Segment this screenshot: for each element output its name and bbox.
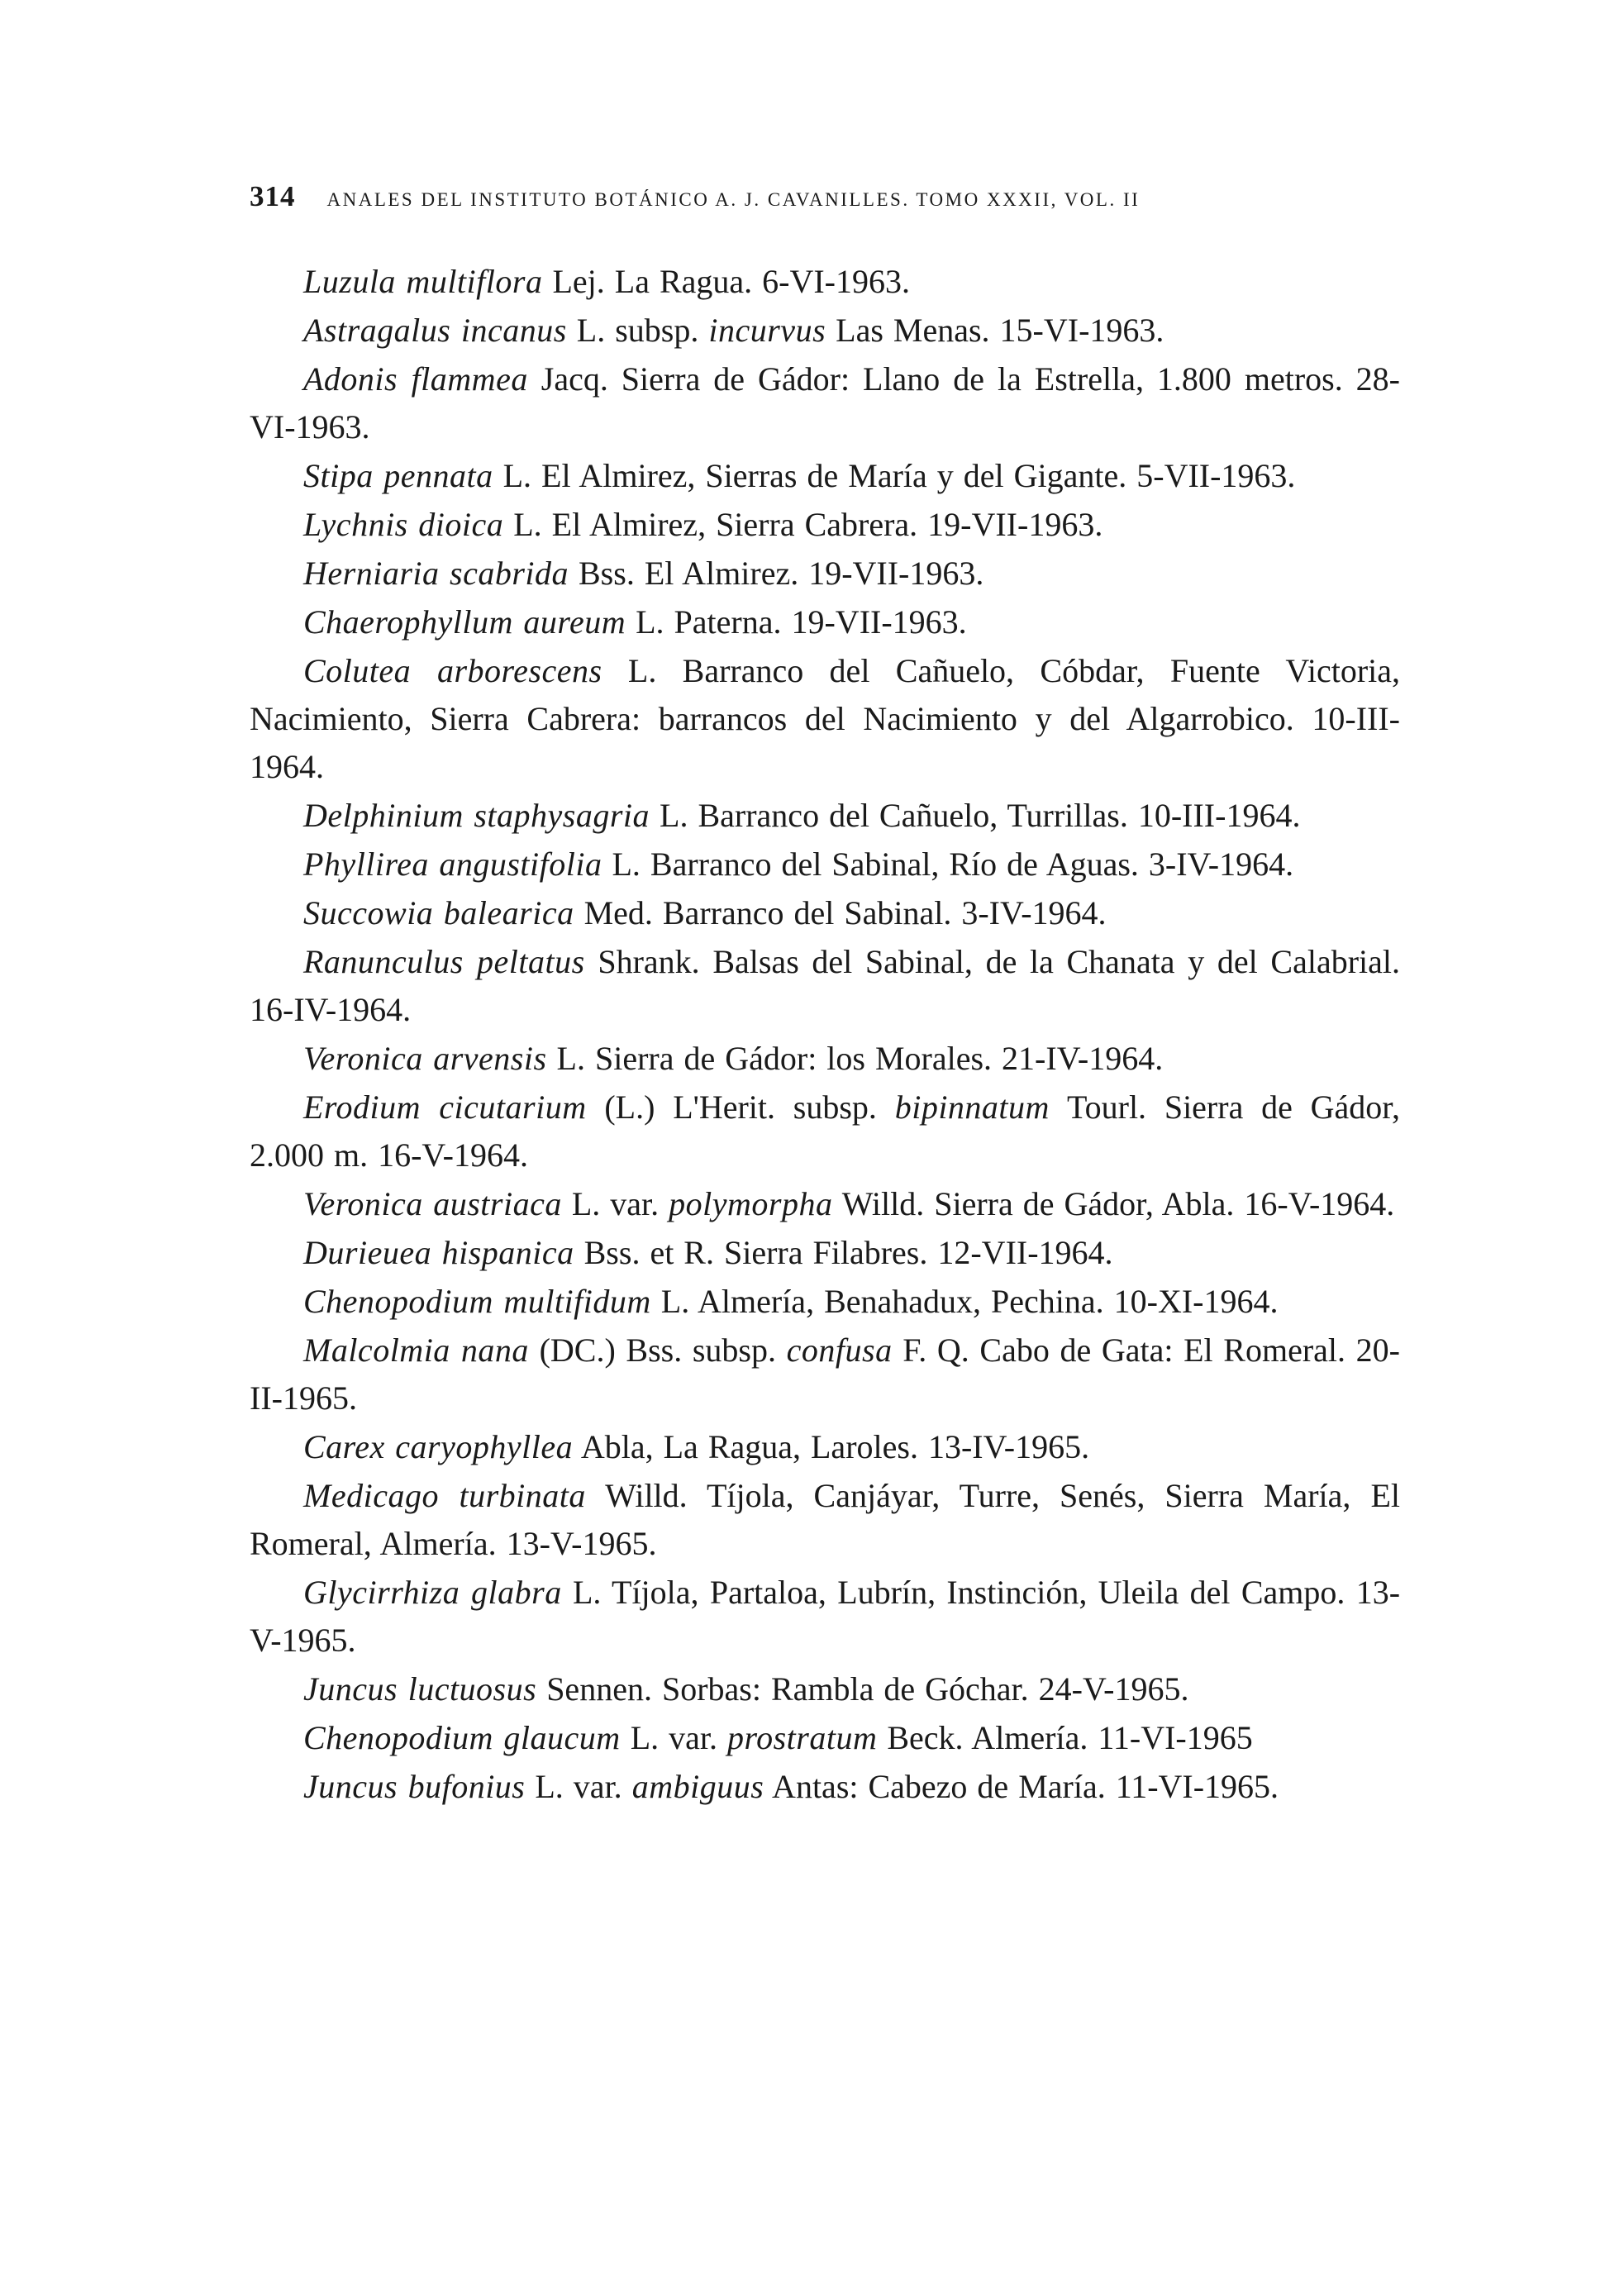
entry-text: L. var.: [525, 1768, 632, 1805]
species-name: Ranunculus peltatus: [303, 943, 585, 980]
entry-text: Sennen. Sorbas: Rambla de Góchar. 24-V-1965.: [536, 1670, 1189, 1708]
entry-text: Lej. La Ragua. 6-VI-1963.: [542, 263, 910, 300]
infraspecific-name: ambiguus: [631, 1768, 764, 1805]
species-name: Chenopodium multifidum: [303, 1283, 651, 1320]
entry-text: Antas: Cabezo de María. 11-VI-1965.: [764, 1768, 1279, 1805]
species-name: Veronica arvensis: [303, 1040, 547, 1077]
entry-text: L. Paterna. 19-VII-1963.: [626, 603, 967, 641]
species-entry: [250, 889, 1400, 937]
species-name: Malcolmia nana: [303, 1331, 529, 1369]
page-number: 314: [250, 180, 296, 212]
entry-text: L. Almería, Benahadux, Pechina. 10-XI-1964.: [650, 1283, 1279, 1320]
species-name: Chenopodium glaucum: [303, 1719, 621, 1756]
species-entry: [250, 1035, 1400, 1083]
entry-text: Willd. Tíjola, Canjáyar, Turre, Senés, Sierra María, El Romeral, Almería. 13-V-1965.: [250, 1477, 1400, 1562]
species-name: Glycirrhiza glabra: [303, 1574, 562, 1611]
entry-text: L. Sierra de Gádor: los Morales. 21-IV-1964.: [546, 1040, 1164, 1077]
species-entry: [250, 792, 1400, 840]
species-entry: [250, 1084, 1400, 1179]
species-entry: [250, 258, 1400, 306]
entry-text: L. Tíjola, Partaloa, Lubrín, Instinción, Uleila del Campo. 13-V-1965.: [250, 1574, 1401, 1659]
species-entry: [250, 1569, 1400, 1665]
infraspecific-name: bipinnatum: [894, 1088, 1050, 1126]
entry-text: L. El Almirez, Sierras de María y del Gigante. 5-VII-1963.: [493, 457, 1296, 494]
species-entry: [250, 1423, 1400, 1471]
entry-text: Abla, La Ragua, Laroles. 13-IV-1965.: [573, 1428, 1090, 1465]
species-entry: [250, 550, 1400, 598]
entry-text: (L.) L'Herit. subsp.: [586, 1088, 895, 1126]
species-entry: [250, 1180, 1400, 1228]
species-entry: [250, 355, 1400, 451]
species-name: Adonis flammea: [303, 360, 528, 398]
entry-text: L. var.: [561, 1185, 669, 1222]
species-entry: [250, 307, 1400, 355]
species-entry: [250, 1665, 1400, 1713]
species-entry: [250, 1472, 1400, 1568]
species-name: Phyllirea angustifolia: [303, 846, 602, 883]
species-entry: [250, 501, 1400, 549]
species-name: Veronica austriaca: [303, 1185, 562, 1222]
entry-text: F. Q. Cabo de Gata: El Romeral. 20-II-1965.: [250, 1331, 1400, 1417]
entry-text: Shrank. Balsas del Sabinal, de la Chanata y del Calabrial. 16-IV-1964.: [250, 943, 1400, 1028]
infraspecific-name: confusa: [786, 1331, 893, 1369]
species-entry: [250, 1714, 1400, 1762]
infraspecific-name: incurvus: [708, 312, 826, 349]
entry-text: Tourl. Sierra de Gádor, 2.000 m. 16-V-1964.: [250, 1088, 1400, 1174]
running-head: ANALES DEL INSTITUTO BOTÁNICO A. J. CAVANILLES. TOMO XXXII, VOL. II: [326, 189, 1141, 210]
species-entry: [250, 1229, 1400, 1277]
entry-text: L. Barranco del Cañuelo, Turrillas. 10-III-1964.: [650, 797, 1301, 834]
species-name: Medicago turbinata: [303, 1477, 586, 1514]
entry-text: L. Barranco del Cañuelo, Cóbdar, Fuente Victoria, Nacimiento, Sierra Cabrera: barrancos del Nacimiento y del Algarrobico. 10-III-1964.: [250, 652, 1401, 785]
entry-text: Bss. El Almirez. 19-VII-1963.: [569, 555, 984, 592]
species-name: Durieuea hispanica: [303, 1234, 574, 1271]
entry-text: Las Menas. 15-VI-1963.: [826, 312, 1164, 349]
entry-text: (DC.) Bss. subsp.: [528, 1331, 787, 1369]
species-list: [250, 258, 1400, 1811]
species-name: Delphinium staphysagria: [303, 797, 650, 834]
entry-text: Willd. Sierra de Gádor, Abla. 16-V-1964.: [832, 1185, 1395, 1222]
species-name: Lychnis dioica: [303, 506, 504, 543]
species-name: Colutea arborescens: [303, 652, 602, 689]
species-entry: [250, 647, 1400, 791]
entry-text: L. Barranco del Sabinal, Río de Aguas. 3-IV-1964.: [602, 846, 1294, 883]
entry-text: L. El Almirez, Sierra Cabrera. 19-VII-1963.: [503, 506, 1103, 543]
species-entry: [250, 452, 1400, 500]
species-entry: [250, 938, 1400, 1034]
infraspecific-name: polymorpha: [669, 1185, 833, 1222]
species-entry: [250, 598, 1400, 646]
entry-text: Med. Barranco del Sabinal. 3-IV-1964.: [574, 894, 1107, 931]
entry-text: L. subsp.: [566, 312, 709, 349]
species-entry: [250, 841, 1400, 888]
species-name: Astragalus incanus: [303, 312, 567, 349]
species-name: Carex caryophyllea: [303, 1428, 574, 1465]
infraspecific-name: prostratum: [727, 1719, 878, 1756]
entry-text: Beck. Almería. 11-VI-1965: [877, 1719, 1253, 1756]
species-name: Luzula multiflora: [303, 263, 543, 300]
entry-text: L. var.: [620, 1719, 727, 1756]
species-name: Succowia balearica: [303, 894, 574, 931]
page-header: [250, 180, 1407, 222]
species-entry: [250, 1278, 1400, 1326]
entry-text: Jacq. Sierra de Gádor: Llano de la Estrella, 1.800 metros. 28-VI-1963.: [250, 360, 1400, 445]
species-name: Juncus luctuosus: [303, 1670, 537, 1708]
species-name: Chaerophyllum aureum: [303, 603, 626, 641]
species-entry: [250, 1763, 1400, 1811]
entry-text: Bss. et R. Sierra Filabres. 12-VII-1964.: [574, 1234, 1113, 1271]
species-name: Stipa pennata: [303, 457, 493, 494]
species-name: Herniaria scabrida: [303, 555, 569, 592]
species-entry: [250, 1327, 1400, 1422]
species-name: Erodium cicutarium: [303, 1088, 587, 1126]
species-name: Juncus bufonius: [303, 1768, 526, 1805]
